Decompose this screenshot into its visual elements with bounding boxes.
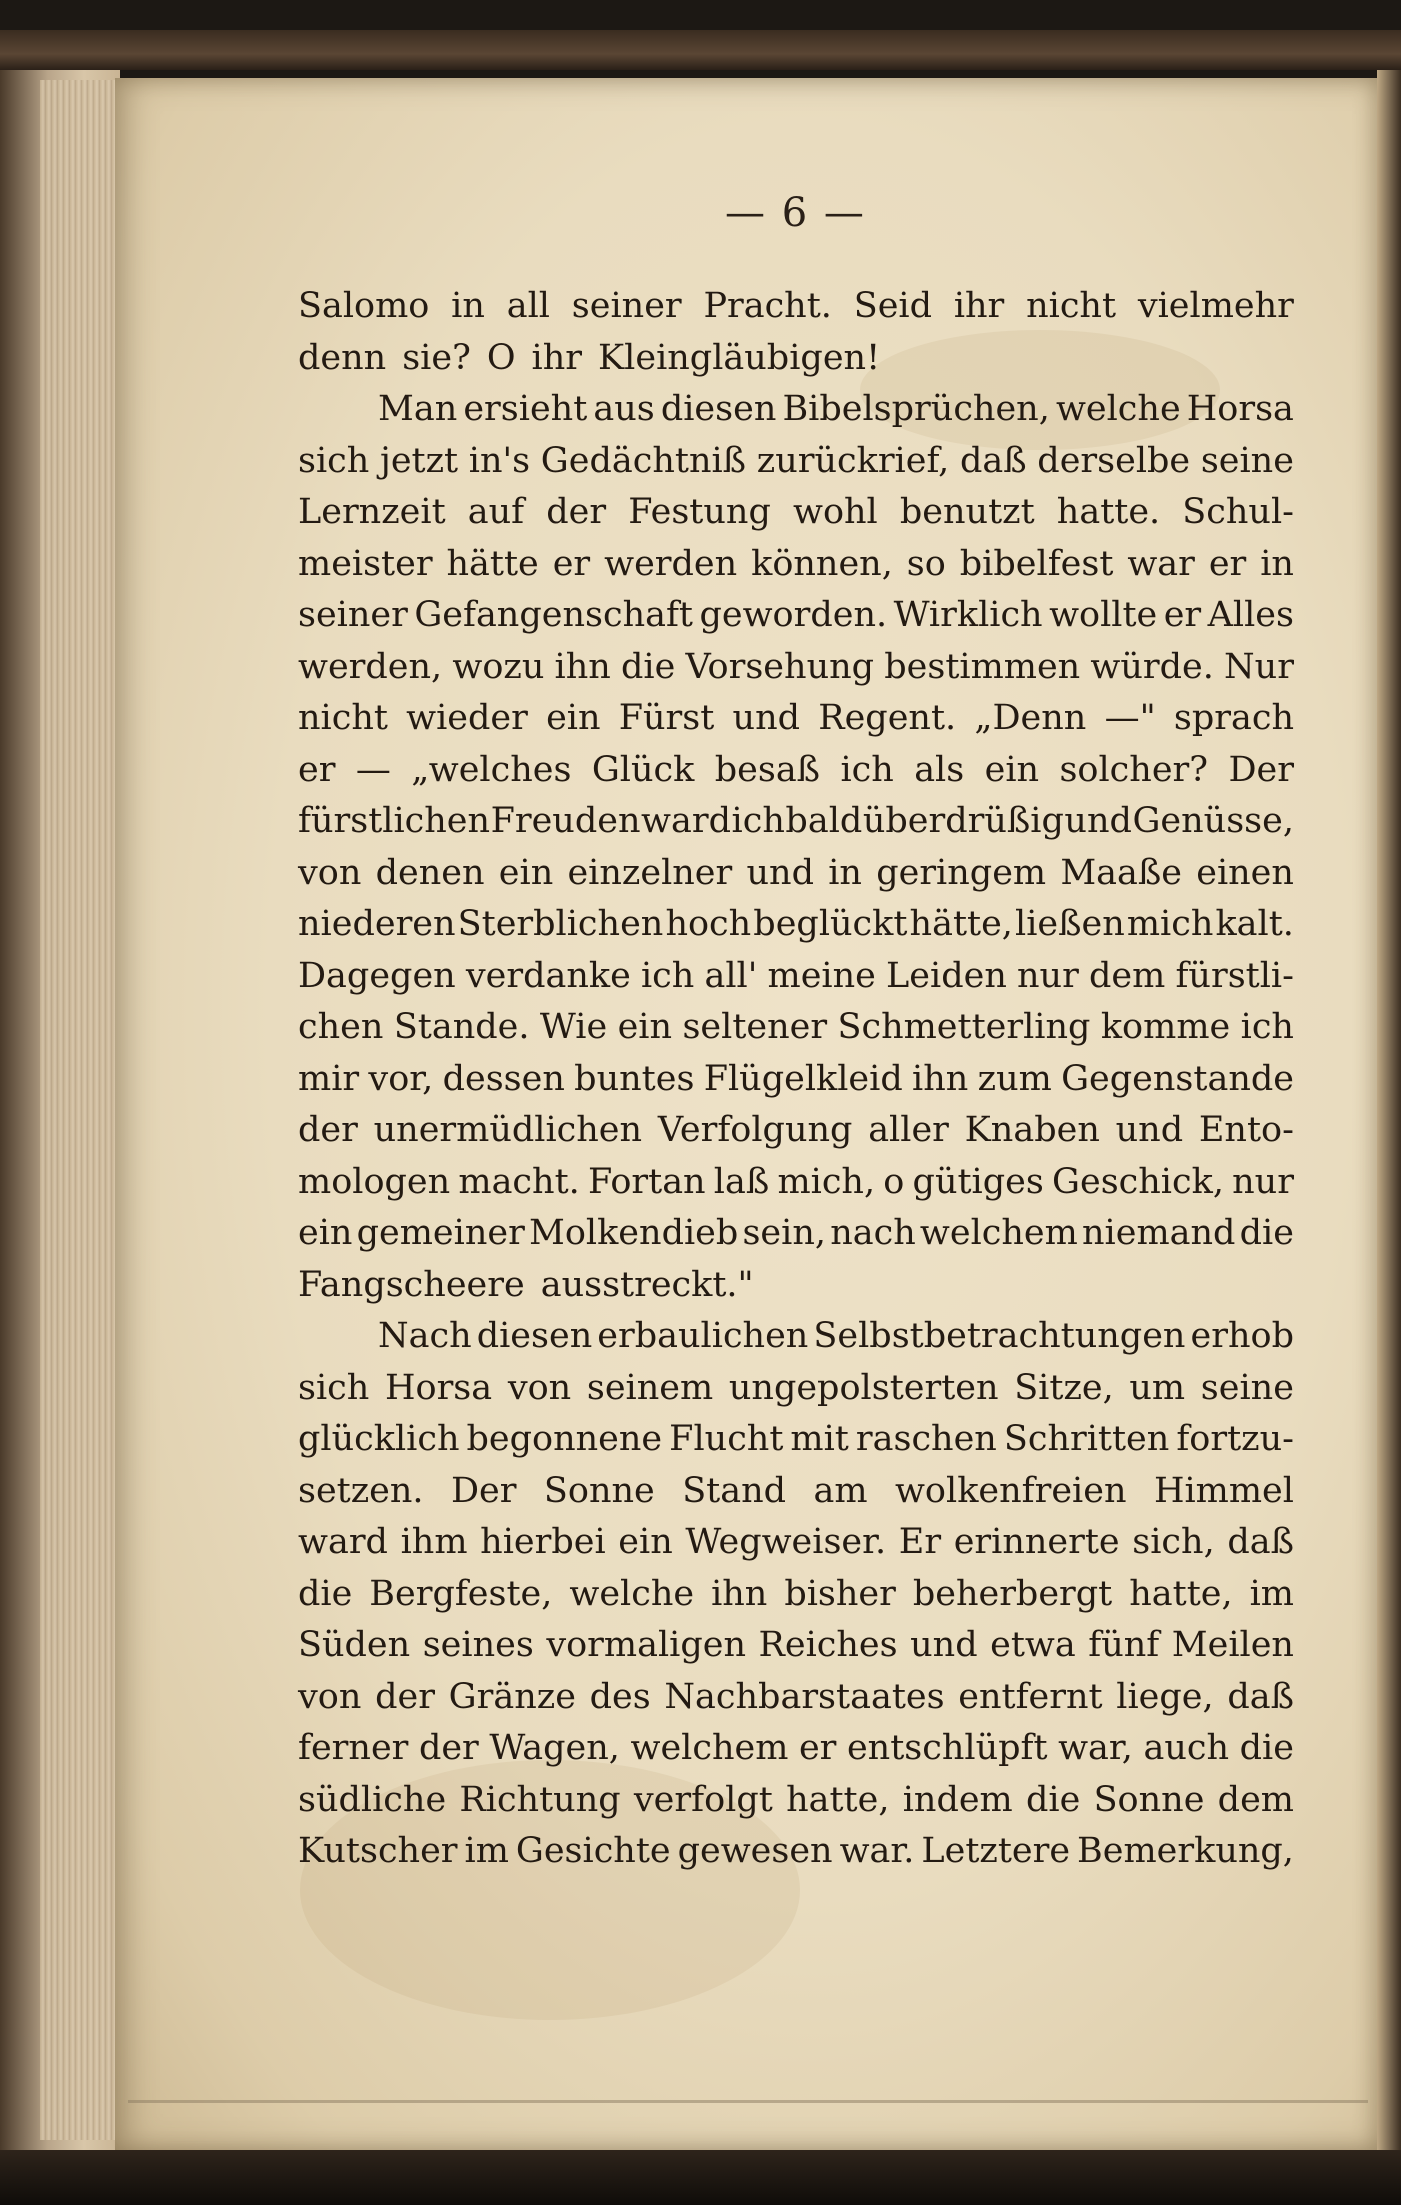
word: verfolgt [633,1779,773,1820]
word: seiner [298,595,408,635]
word: indem [902,1779,1013,1820]
text-line [298,1672,1294,1724]
text-line [298,1826,1294,1878]
word: von [298,852,362,893]
word: im [464,1831,509,1871]
word: in [828,852,862,893]
word: war [1127,543,1195,584]
word: Nur [1224,646,1294,687]
word: laß [713,1161,770,1202]
word: wozu [452,646,545,687]
word: wolkenfreien [894,1470,1127,1511]
word: sich [298,440,370,481]
text-line [298,590,1294,642]
word: als [914,749,965,790]
word: Stande. [393,1007,530,1047]
word: ein [298,1213,353,1253]
word: Knaben [964,1110,1100,1150]
word: —" [1104,698,1156,738]
text-line [298,745,1294,797]
word: zurückrief, [756,440,950,481]
word: Reiches [758,1625,898,1665]
word: Stand [682,1470,787,1511]
word: und [1064,801,1132,841]
word: Gefangenschaft [414,595,693,635]
word: seltener [682,1007,828,1047]
word: Richtung [459,1779,621,1820]
word: mologen [298,1161,451,1202]
text-line [298,1517,1294,1569]
word: erhob [1190,1316,1294,1356]
word: von [298,1676,362,1717]
word: diesen [660,389,777,429]
word: chen [298,1007,384,1047]
word: Seid [853,286,933,326]
word: Gesichte [515,1831,671,1871]
word: mich [1126,904,1214,944]
word: und [910,1625,978,1665]
word: sich, [1132,1522,1215,1562]
word: ich [640,955,695,996]
word: der [375,1676,435,1717]
word: „Denn [974,698,1087,738]
word: bald [785,801,863,841]
word: Gedächtniß [540,440,747,481]
word: daß [959,440,1027,481]
word: welchem [919,1213,1078,1253]
word: in [1260,543,1294,584]
word: auch [1143,1728,1230,1768]
word: ein [617,1007,673,1047]
body-text [298,281,1294,1878]
word: komme [1100,1007,1231,1047]
word: ich [1240,1007,1294,1047]
word: werden [604,543,738,584]
word: nach [830,1213,916,1253]
text-line [298,848,1294,900]
word: Sonne [1093,1779,1205,1820]
word: entfernt [958,1676,1103,1717]
word: Leiden [886,955,1007,996]
word: setzen. [298,1470,424,1511]
word: etwa [990,1625,1076,1665]
word: werden, [298,646,443,687]
word: ward [298,1522,388,1562]
text-line [298,384,1294,436]
word: Süden [298,1625,411,1665]
word: Kutscher [298,1831,458,1871]
book-bottom-edge [0,2150,1401,2205]
word: ihm [400,1522,468,1562]
word: ließen [1015,904,1125,944]
word: Wegweiser. [685,1522,887,1562]
word: glücklich [298,1419,460,1459]
word: Fürst [618,698,715,738]
word: welche [569,1573,695,1614]
text-line [298,1620,1294,1672]
word: Schritten [1003,1419,1170,1459]
text-line [298,1260,1294,1312]
book-right-edge [1377,70,1401,2160]
word: Verfolgung [657,1110,853,1150]
word: vielmehr [1137,286,1294,326]
word: Regent. [818,698,957,738]
word: Kleingläubigen! [598,337,881,378]
word: ihr [953,286,1005,326]
word: liege, [1116,1676,1214,1717]
word: nur [1017,955,1079,996]
word: denen [375,852,485,893]
word: ward [641,801,732,841]
word: wollte [1049,595,1158,635]
word: raschen [855,1419,997,1459]
word: der [418,1728,479,1768]
word: ein [984,749,1040,790]
word: aller [868,1110,949,1150]
text-line [298,899,1294,951]
word: so [906,543,946,584]
word: mit [790,1419,849,1459]
word: Vorsehung [685,646,875,687]
word: gemeiner [356,1213,525,1253]
text-line [298,796,1294,848]
word: in [451,286,485,326]
word: bestimmen [884,646,1081,687]
text-line [298,1723,1294,1775]
word: seinem [586,1367,714,1408]
word: auf [467,492,525,532]
word: hätte, [909,904,1013,944]
word: die [1026,1779,1081,1820]
word: er [1163,595,1202,635]
word: seiner [571,286,682,326]
word: mich, [777,1161,876,1202]
word: im [1249,1573,1294,1614]
word: bibelfest [959,543,1114,584]
text-line [298,1208,1294,1260]
word: ihn [912,1058,969,1099]
word: ihn [711,1573,768,1614]
word: Sterblichen [457,904,664,944]
word: dem [1089,955,1166,996]
word: Fangscheere [298,1264,525,1305]
word: Der [1228,749,1294,790]
text-line [298,1414,1294,1466]
word: dem [1217,1779,1294,1820]
word: „welches [411,749,572,790]
word: Selbstbetrachtungen [813,1316,1186,1356]
book-top-edge [0,30,1401,70]
word: o [883,1161,905,1202]
word: Flucht [669,1419,784,1459]
word: ausstreckt." [540,1264,754,1305]
word: ich [840,749,894,790]
word: fürstli- [1175,955,1294,996]
word: Bemerkung, [1077,1831,1294,1871]
word: nicht [298,698,388,738]
word: erbaulichen [597,1316,809,1356]
word: Gränze [448,1676,576,1717]
word: Fortan [587,1161,706,1202]
word: ein [498,852,554,893]
word: am [813,1470,868,1511]
word: denn [298,337,387,378]
word: die [1239,1213,1294,1253]
word: mir [298,1058,360,1099]
word: er [298,749,336,790]
word: hoch [665,904,752,944]
text-line [298,1569,1294,1621]
word: Er [898,1522,942,1562]
text-line [298,1311,1294,1363]
word: solcher? [1059,749,1209,790]
word: derselbe [1037,440,1191,481]
word: vormaligen [546,1625,746,1665]
word: meine [767,955,876,996]
word: ersieht [463,389,588,429]
word: die [1239,1728,1294,1768]
word: Dagegen [298,955,456,996]
text-line [298,1105,1294,1157]
word: Meilen [1171,1625,1294,1665]
word: Schmetterling [837,1007,1091,1047]
word: ich [731,801,785,841]
word: Sitze, [1014,1367,1114,1408]
word: Glück [591,749,695,790]
word: hatte, [1129,1573,1233,1614]
word: des [589,1676,651,1717]
word: Molkendieb [529,1213,739,1253]
text-line [298,333,1294,385]
word: fürstlichen [298,801,491,841]
word: wieder [406,698,528,738]
text-line [298,1054,1294,1106]
word: geworden. [699,595,888,635]
word: können, [751,543,893,584]
word: um [1129,1367,1186,1408]
word: gewesen [677,1831,833,1871]
word: er [798,1728,837,1768]
word: O [486,337,516,378]
word: Freuden [490,801,641,841]
word: er [552,543,591,584]
text-line [298,693,1294,745]
text-line [298,281,1294,333]
word: verdanke [465,955,631,996]
word: sein, [742,1213,827,1253]
word: entschlüpft [846,1728,1048,1768]
word: all' [704,955,758,996]
word: gütiges [912,1161,1044,1202]
word: Genüsse, [1132,801,1294,841]
word: macht. [458,1161,580,1202]
word: Horsa [384,1367,493,1408]
word: in's [468,440,531,481]
word: Sonne [543,1470,655,1511]
word: ein [618,1522,673,1562]
word: einzelner [567,852,733,893]
word: bisher [784,1573,896,1614]
word: ihn [554,646,611,687]
text-line [298,951,1294,1003]
word: besaß [714,749,821,790]
word: Horsa [1186,389,1294,429]
word: überdrüßig [862,801,1064,841]
word: vor, [368,1058,434,1099]
word: diesen [476,1316,593,1356]
word: benutzt [899,492,1035,532]
word: Gegenstande [1061,1058,1294,1099]
word: Salomo [298,286,430,326]
word: zum [977,1058,1052,1099]
word: daß [1227,1522,1294,1562]
word: welchem [630,1728,789,1768]
page-bottom-rule [128,2100,1368,2103]
word: Wagen, [489,1728,620,1768]
word: sie? [402,337,471,378]
word: Bibelsprüchen, [782,389,1050,429]
word: Maaße [1060,852,1182,893]
word: erinnerte [953,1522,1120,1562]
word: all [506,286,550,326]
word: Geschick, [1052,1161,1224,1202]
word: wohl [792,492,878,532]
word: buntes [574,1058,695,1099]
text-line [298,1157,1294,1209]
word: Pracht. [703,286,832,326]
word: jetzt [379,440,459,481]
text-line [298,487,1294,539]
word: die [621,646,676,687]
word: Nachbarstaates [664,1676,945,1717]
word: fortzu- [1176,1419,1294,1459]
word: von [507,1367,572,1408]
word: ihr [531,337,583,378]
word: war, [1058,1728,1133,1768]
text-line [298,436,1294,488]
word: beherbergt [912,1573,1113,1614]
word: seines [422,1625,534,1665]
word: niemand [1082,1213,1236,1253]
word: begonnene [466,1419,663,1459]
word: Letztere [921,1831,1071,1871]
word: würde. [1090,646,1214,687]
word: aus [593,389,655,429]
word: unermüdlichen [373,1110,643,1150]
text-line [298,1466,1294,1518]
word: Flügelkleid [703,1058,903,1099]
word: dessen [442,1058,565,1099]
word: daß [1227,1676,1294,1717]
word: meister [298,543,433,584]
word: Ento- [1198,1110,1294,1150]
word: einen [1196,852,1294,893]
word: fünf [1088,1625,1160,1665]
word: seine [1200,1367,1294,1408]
word: hierbei [480,1522,606,1562]
word: geringem [876,852,1047,893]
text-line [298,1775,1294,1827]
word: die [298,1573,353,1614]
word: welche [1055,389,1181,429]
word: Nach [378,1316,472,1356]
word: sprach [1173,698,1294,738]
text-line [298,642,1294,694]
word: kalt. [1215,904,1294,944]
word: sich [298,1367,370,1408]
word: Wirklich [893,595,1043,635]
word: Man [378,389,458,429]
word: nicht [1026,286,1117,326]
word: Bergfeste, [369,1573,553,1614]
word: hatte, [786,1779,890,1820]
word: er [1208,543,1247,584]
word: beglückt [753,904,908,944]
word: der [298,1110,358,1150]
word: Der [450,1470,517,1511]
word: ferner [298,1728,409,1768]
word: seine [1200,440,1294,481]
word: Himmel [1153,1470,1294,1511]
word: Lernzeit [298,492,446,532]
word: nur [1232,1161,1294,1202]
word: Festung [628,492,771,532]
word: hätte [446,543,539,584]
text-line [298,1363,1294,1415]
word: Schul- [1182,492,1294,532]
word: war. [839,1831,915,1871]
word: ungepolsterten [728,1367,999,1408]
word: und [732,698,801,738]
word: und [1115,1110,1184,1150]
text-line [298,1002,1294,1054]
text-line [298,539,1294,591]
word: der [546,492,607,532]
word: südliche [298,1779,447,1820]
word: und [746,852,814,893]
word: Alles [1207,595,1294,635]
word: hatte. [1056,492,1161,532]
page-number: — 6 — [725,190,866,236]
word: — [355,749,391,790]
word: Wie [539,1007,608,1047]
word: ein [546,698,601,738]
word: niederen [298,904,456,944]
